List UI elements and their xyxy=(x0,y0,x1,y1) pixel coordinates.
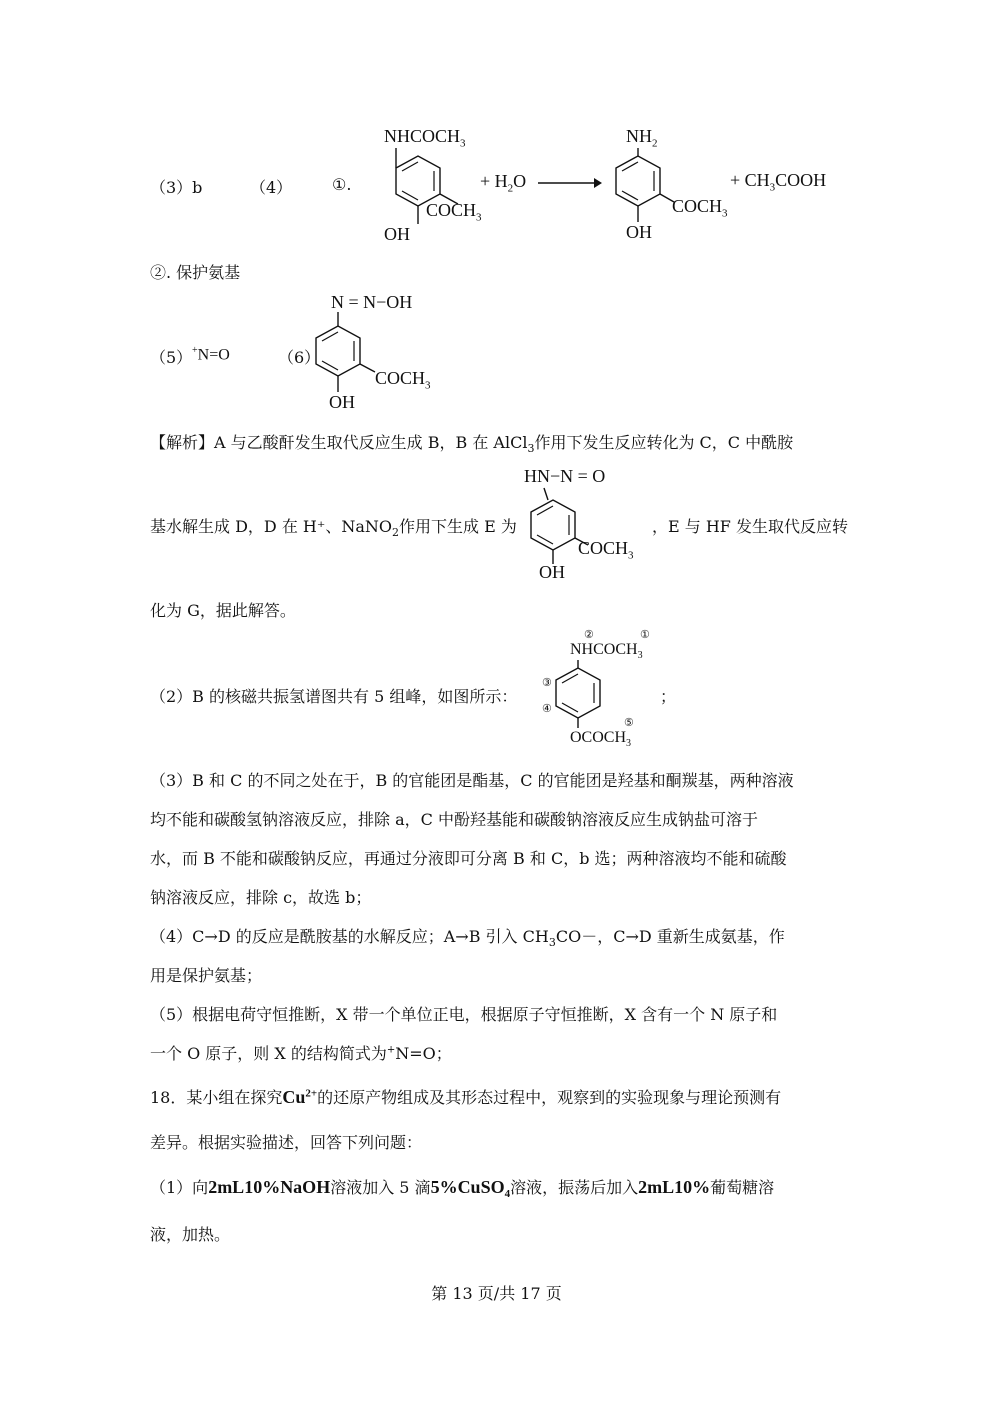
analysis-p4-line-1: （4）C→D 的反应是酰胺基的水解反应；A→B 引入 $CH_3CO-$，C→D 重新生成氨基，作 xyxy=(150,927,785,950)
answer-4-part2: ②. 保护氨基 xyxy=(150,263,241,282)
answer-5-label: （5） xyxy=(150,348,193,367)
marker-5: ⑤ xyxy=(624,716,634,729)
analysis-line-2b: ，E 与 HF 发生取代反应转 xyxy=(652,517,848,536)
reactant-oh: OH xyxy=(384,224,410,244)
q18-sub1-line-2: 液，加热。 xyxy=(150,1225,231,1244)
analysis-p5-line-2: 一个 O 原子，则 X 的结构简式为+N=O； xyxy=(150,1044,452,1063)
analysis-line-2a: 基水解生成 D，D 在 H⁺、NaNO$_2$作用下生成 E 为 xyxy=(150,517,517,540)
marker-3: ③ xyxy=(542,676,552,689)
answer-3: （3）b xyxy=(150,178,203,197)
benzene-ring-product xyxy=(600,120,750,250)
reaction-arrow xyxy=(538,176,602,190)
product-oh: OH xyxy=(626,222,652,242)
analysis-line-3: 化为 G，据此解答。 xyxy=(150,601,296,620)
product-side-group: $COCH_3$ xyxy=(672,196,728,220)
analysis-p2-end: ； xyxy=(660,687,677,706)
marker-4: ④ xyxy=(542,702,552,715)
compound-e-structure xyxy=(512,462,652,587)
analysis-p5-line-1: （5）根据电荷守恒推断，X 带一个单位正电，根据原子守恒推断，X 含有一个 N 原子和 xyxy=(150,1005,778,1024)
page-footer: 第 13 页/共 17 页 xyxy=(431,1284,562,1303)
marker-2: ② xyxy=(584,628,594,641)
analysis-p3-line-1: （3）B 和 C 的不同之处在于，B 的官能团是酯基，C 的官能团是羟基和酮羰基，两种溶液 xyxy=(150,771,794,790)
answer-4-label: （4） xyxy=(250,178,293,197)
acetic-acid: + $CH_3COOH$ xyxy=(730,170,827,194)
b-top-group: $NHCOCH_3$ xyxy=(570,641,643,662)
analysis-line-1: 【解析】A 与乙酸酐发生取代反应生成 B，B 在 AlCl$_3$作用下发生反应转化为 C，C 中酰胺 xyxy=(150,433,794,456)
water-reagent: + $H_2O$ xyxy=(480,171,527,195)
marker-1: ① xyxy=(640,628,650,641)
b-bottom-group: $OCOCH_3$ xyxy=(570,729,632,750)
answer-5-formula: +N=O xyxy=(192,345,230,364)
product-nh2: $NH_2$ xyxy=(626,126,658,150)
analysis-p3-line-4: 钠溶液反应，排除 c，故选 b； xyxy=(150,888,372,907)
answer-4-part1-marker: ①. xyxy=(332,175,352,194)
e-top-group: HN−N = O xyxy=(524,466,606,486)
reactant-top-group: $NHCOCH_3$ xyxy=(384,126,466,150)
answer6-oh: OH xyxy=(329,392,355,412)
q18-line-1: 18．某小组在探究$Cu^{2+}$的还原产物组成及其形态过程中，观察到的实验现象与理论预测有 xyxy=(150,1087,782,1107)
azo-group: N = N−OH xyxy=(331,292,413,312)
product-structure xyxy=(600,120,750,250)
q18-line-2: 差异。根据实验描述，回答下列问题： xyxy=(150,1133,423,1152)
compound-b-structure xyxy=(540,628,690,758)
analysis-p3-line-2: 均不能和碳酸氢钠溶液反应，排除 a，C 中酚羟基能和碳酸钠溶液反应生成钠盐可溶于 xyxy=(150,810,758,829)
answer6-side-group: $COCH_3$ xyxy=(375,368,431,392)
reactant-side-group: $COCH_3$ xyxy=(426,200,482,224)
e-side-group: $COCH_3$ xyxy=(578,538,634,562)
e-oh: OH xyxy=(539,562,565,582)
q18-sub1-line-1: （1）向2mL10%NaOH溶液加入 5 滴5%CuSO$_4$溶液，振荡后加入2mL10%葡萄糖溶 xyxy=(150,1177,775,1201)
answer-6-label: （6） xyxy=(278,348,321,367)
analysis-p4-line-2: 用是保护氨基； xyxy=(150,966,263,985)
analysis-p3-line-3: 水，而 B 不能和碳酸钠反应，再通过分液即可分离 B 和 C，b 选；两种溶液均不能和硫酸 xyxy=(150,849,787,868)
answer-6-structure xyxy=(305,288,465,418)
analysis-p2: （2）B 的核磁共振氢谱图共有 5 组峰，如图所示： xyxy=(150,687,518,706)
